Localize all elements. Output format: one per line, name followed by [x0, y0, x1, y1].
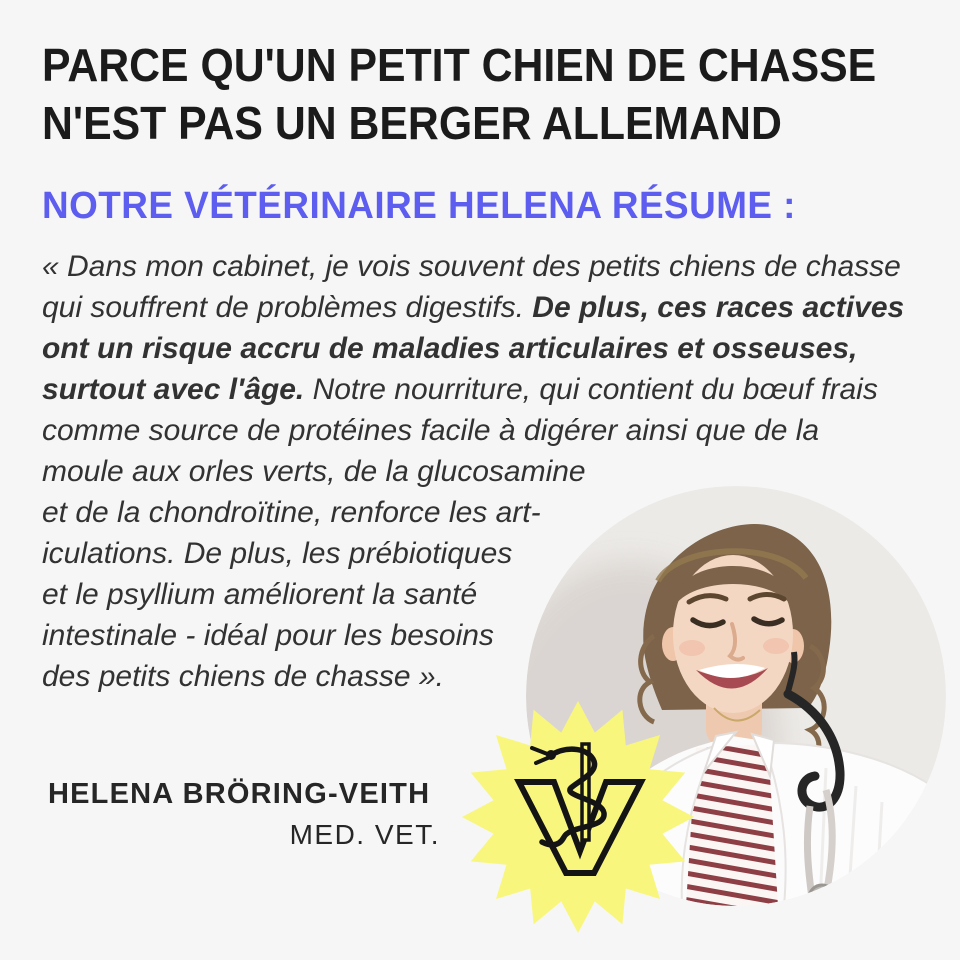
- quote-line: intestinale - idéal pour les besoins: [42, 619, 494, 652]
- quote-line: des petits chiens de chasse ».: [42, 660, 444, 693]
- headline-line1: PARCE QU'UN PETIT CHIEN DE CHASSE: [42, 39, 877, 91]
- quote-line: et le psyllium améliorent la santé: [42, 578, 478, 611]
- quote-line: comme source de protéines facile à digérer ainsi que de la: [42, 414, 820, 447]
- headline-line2: N'EST PAS UN BERGER ALLEMAND: [42, 97, 782, 149]
- quote-line: ont un risque accru de maladies articulaires et osseuses,: [42, 332, 858, 365]
- starburst-icon: [462, 701, 694, 933]
- vet-name: HELENA BRÖRING-VEITH: [48, 778, 431, 810]
- quote-line: moule aux orles verts, de la glucosamine: [42, 455, 586, 488]
- quote-line: « Dans mon cabinet, je vois souvent des petits chiens de chasse: [42, 250, 901, 283]
- quote-line: et de la chondroïtine, renforce les art-: [42, 496, 541, 529]
- quote-line: qui souffrent de problèmes digestifs. De plus, ces races actives: [42, 291, 905, 324]
- headline: [42, 36, 935, 152]
- attribution: [48, 778, 440, 851]
- quote-line: surtout avec l'âge. Notre nourriture, qui contient du bœuf frais: [42, 373, 878, 406]
- veterinary-badge: [458, 693, 698, 941]
- quote-line: iculations. De plus, les prébiotiques: [42, 537, 513, 570]
- subheadline: NOTRE VÉTÉRINAIRE HELENA RÉSUME :: [42, 185, 796, 227]
- vet-title: MED. VET.: [289, 819, 440, 850]
